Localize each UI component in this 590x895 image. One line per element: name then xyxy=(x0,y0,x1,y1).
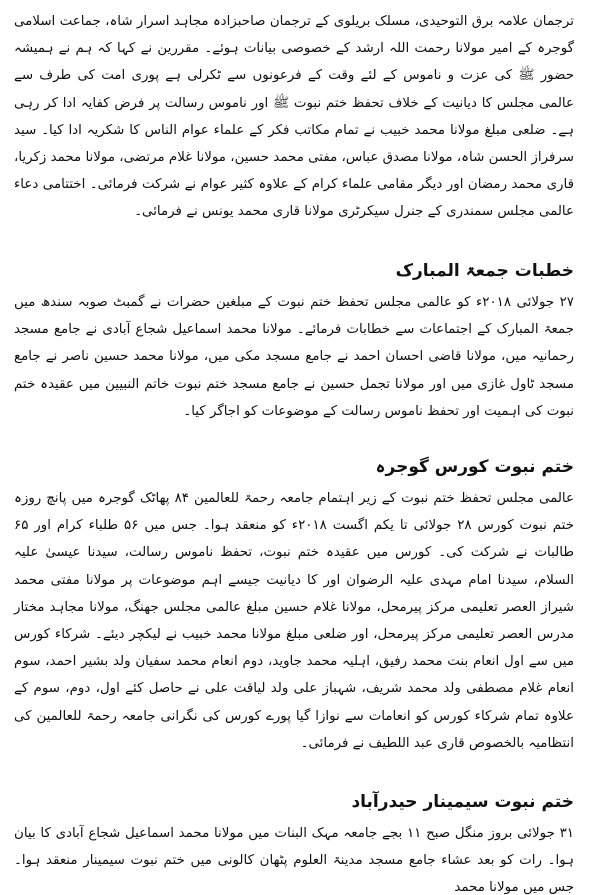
paragraph-friday-sermons: ۲۷ جولائی ۲۰۱۸ء کو عالمی مجلس تحفظ ختم نبوت کے مبلغین حضرات نے گمبٹ صوبہ سندھ میں جمعۃ المبارک کے اجتماعات سے خطابات فرمائے۔ مولانا محمد اسماعیل شجاع آبادی نے جامع مسجد رحمانیہ میں، مولانا قاضی احسان احمد نے جامع مسجد مکی میں، مولانا محمد حسین ناصر نے جامع مسجد ٹاول غازی میں اور مولانا تجمل حسین نے جامع مسجد ختم نبوت خاتم النبیین میں عقیدہ ختم نبوت کی اہمیت اور تحفظ ناموس رسالت کے موضوعات کو اجاگر کیا۔ xyxy=(14,295,574,419)
heading-hyderabad-seminar: ختم نبوت سیمینار حیدرآباد xyxy=(351,792,574,812)
paragraph-gojra-course: عالمی مجلس تحفظ ختم نبوت کے زیر اہتمام جامعہ رحمۃ للعالمین ۸۴ پھاٹک گوجرہ میں پانچ روزہ ختم نبوت کورس ۲۸ جولائی تا یکم اگست ۲۰۱۸ء کو منعقد ہوا۔ جس میں ۵۶ طلباء کرام اور ۶۵ طالبات نے شرکت کی۔ کورس میں عقیدہ ختم نبوت، تحفظ ناموس رسالت، سیدنا عیسیٰ علیہ السلام، سیدنا امام مہدی علیہ الرضوان اور کا دیانیت جیسے اہم موضوعات پر مولانا مفتی محمد شیراز العصر تعلیمی مرکز پیرمحل، مولانا غلام حسین مبلغ عالمی مجلس جھنگ، مولانا مجاہد مختار مدرس العصر تعلیمی مرکز پیرمحل، اور ضلعی مبلغ مولانا محمد خبیب نے لیکچر دیئے۔ شرکاء کورس میں سے اول انعام بنت محمد رفیق، اہلیہ محمد جاوید، دوم انعام محمد سفیان ولد بشیر احمد، سوم انعام غلام مصطفی ولد محمد شریف، شہباز علی ولد لیاقت علی نے حاصل کئے اول، دوم، سوم کے علاوہ تمام شرکاء کورس کو انعامات سے نوازا گیا پورے کورس کی نگرانی جامعہ رحمۃ للعالمین کی انتظامیہ بالخصوص قاری عبد اللطیف نے فرمائی۔ xyxy=(14,491,575,751)
paragraph-hyderabad-seminar: ۳۱ جولائی بروز منگل صبح ۱۱ بجے جامعہ مہک البنات میں مولانا محمد اسماعیل شجاع آبادی کا بیان ہوا۔ رات کو بعد عشاء جامع مسجد مدینۃ العلوم پٹھان کالونی میں ختم نبوت سیمینار منعقد ہوا۔ جس میں مولانا محمد xyxy=(14,826,574,895)
paragraph-conference-speeches: ترجمان علامہ برق التوحیدی، مسلک بریلوی کے ترجمان صاحبزادہ مجاہد اسرار شاہ، جماعت اسلامی گوجرہ کے امیر مولانا رحمت اللہ ارشد کے خصوصی بیانات ہوئے۔ مقررین نے کہا کہ ہم نے ہمیشہ حضور ﷺ کی عزت و ناموس کے لئے وقت کے فرعونوں سے ٹکرلی ہے پوری امت کی طرف سے عالمی مجلس کا دیانیت کے خلاف تحفظ ختم نبوت ﷺ اور ناموس رسالت پر فرض کفایہ ادا کر رہی ہے۔ ضلعی مبلغ مولانا محمد خبیب نے تمام مکاتب فکر کے علماء عوام الناس کا شکریہ ادا کیا۔ سید سرفراز الحسن شاہ، مولانا مصدق عباس، مفتی محمد حسین، مولانا غلام مرتضی، مولانا محمد زکریا، قاری محمد رمضان اور دیگر مقامی علماء کرام کے علاوہ کثیر عوام نے شرکت فرمائی۔ اختتامی دعاء عالمی مجلس سمندری کے جنرل سیکرٹری مولانا قاری محمد یونس نے فرمائی۔ xyxy=(14,14,574,220)
heading-gojra-course: ختم نبوت کورس گوجرہ xyxy=(375,457,574,477)
heading-friday-sermons: خطبات جمعۃ المبارک xyxy=(395,261,574,281)
